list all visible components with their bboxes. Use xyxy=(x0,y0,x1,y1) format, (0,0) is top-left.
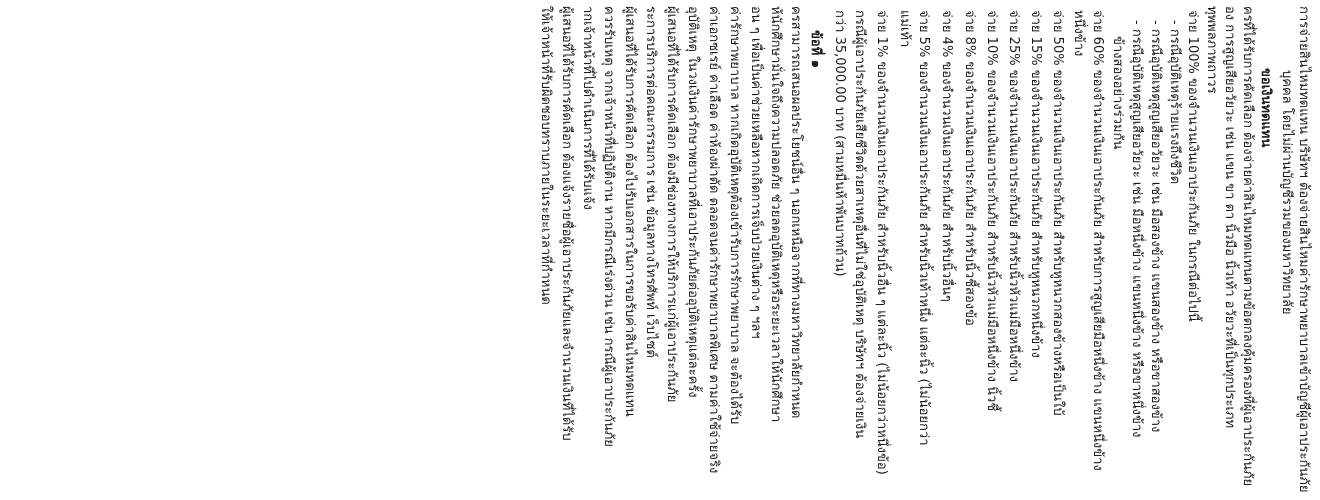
text-line: อง การสูญเสียอวัยวะ เช่น แขน ขา ตา นิ้วมือ นิ้วเท้า อวัยวะที่เป็นทุกประเภท xyxy=(1222,6,1237,429)
text-line: ผู้เสนอที่ได้รับการคัดเลือก ต้องไปรับเอกสารในการขอรับค่าสินไหมทดแทน xyxy=(622,6,637,417)
text-line: ข้างสองอย่างร่วมกัน xyxy=(1110,36,1125,150)
text-line: หนึ่งข้าง xyxy=(1071,10,1086,57)
text-line: ผู้เสนอที่ได้รับการคัดเลือก ต้องมีช่องทางการให้บริการแก่ผู้เอาประกันภัย xyxy=(664,6,679,403)
text-line: บุคคล โดยไม่ผ่านบัญชีรวมของมหาวิทยาลัย xyxy=(1279,70,1294,315)
text-line: ครสามารถเสนอผลประโยชน์อื่น ๆ นอกเหนือจากที่ทางมหาวิทยาลัยกำหนด xyxy=(788,6,803,419)
text-line: จ่าย 100% ของจำนวนเงินเอาประกันภัย ในกรณีต่อไปนี้ xyxy=(1185,10,1200,322)
text-line: ากเจ้าหน้าที่ไปดำเนินการที่ได้รับแจ้ง xyxy=(580,6,595,210)
text-line: ครที่ได้รับการคัดเลือก ต้องจ่ายค่าสินไหมทดแทนตามข้อตกลงคุ้มครองที่ผู้เอาประกันภัย xyxy=(1240,6,1255,487)
text-line: จ่าย 60% ของจำนวนเงินเอาประกันภัย สำหรับการสูญเสียมือหนึ่งข้าง แขนหนึ่งข้าง xyxy=(1090,10,1105,471)
text-line: จ่าย 25% ของจำนวนเงินเอาประกันภัย สำหรับนิ้วหัวแม่มือหนึ่งข้าง xyxy=(1006,10,1021,383)
text-line: กว่า 35,000.00 บาท (สามหมื่นห้าพันบาทถ้วน) xyxy=(832,10,847,277)
section-heading: ข้อที่ ๑ xyxy=(808,30,823,69)
text-line: ระการบริการต่อคณะกรรมการ เช่น ข้อมูลทางโทรศัพท์ เว็บไซต์ xyxy=(643,6,658,358)
text-line: - กรณีอุบัติเหตุร้ายแรงถึงชีวิต xyxy=(1167,20,1182,185)
text-line: จ่าย 10% ของจำนวนเงินเอาประกันภัย สำหรับนิ้วหัวแม่มือหนึ่งข้าง นิ้วชี้ xyxy=(984,10,999,412)
text-line: ค่าเอกซเรย์ ค่าเลือด ค่าห้องผ่าตัด ตลอดจนค่ารักษาพยาบาลพิเศษ ตามค่าใช้จ่ายจริง xyxy=(706,6,721,474)
text-line: แม่เท้า xyxy=(897,10,912,48)
text-line: ค่ารักษาพยาบาล หากเกิดอุบัติเหตุต้องเข้ารับการรักษาพยาบาล จะต้องได้รับ xyxy=(727,6,742,425)
text-line: จ่าย 50% ของจำนวนเงินเอาประกันภัย สำหรับหูหนวกสองข้างหรือเป็นใบ้ xyxy=(1050,10,1065,416)
text-line: การจ่ายสินไหมทดแทน บริษัทฯ ต้องจ่ายสินไหมค่ารักษาพยาบาลเข้าบัญชีผู้เอาประกันภัย xyxy=(1296,6,1311,493)
text-line: อุบัติเหตุ ในวงเงินค่ารักษาพยาบาลที่เอาประกันภัยต่ออุบัติเหตุแต่ละครั้ง xyxy=(685,6,700,398)
text-line: - กรณีอุบัติเหตุสูญเสียอวัยวะ เช่น มือหนึ่งข้าง แขนหนึ่งข้าง หรือขาหนึ่งข้าง xyxy=(1129,20,1144,438)
text-line: ผู้เสนอที่ได้รับการคัดเลือก ต้องแจ้งรายชื่อผู้เอาประกันภัยและจำนวนเงินที่ได้รับ xyxy=(559,6,574,441)
text-line: ห้นักศึกษามั่นใจถึงความปลอดภัย ช่วยลดอุบัติเหตุหรือระยะเวลาให้นักศึกษา xyxy=(768,6,783,423)
text-line: จ่าย 4% ของจำนวนเงินเอาประกันภัย สำหรับนิ้วอื่นๆ xyxy=(939,10,954,302)
text-line: จ่าย 15% ของจำนวนเงินเอาประกันภัย สำหรับหูหนวกหนึ่งข้าง xyxy=(1028,10,1043,358)
text-line: จ่าย 5% ของจำนวนเงินเอาประกันภัย สำหรับนิ้วเท้าหนึ่ง แต่ละนิ้ว (ไม่น้อยกว่า xyxy=(916,10,931,446)
text-line: จ่าย 8% ของจำนวนเงินเอาประกันภัย สำหรับนิ้วชี้สองข้อ xyxy=(962,10,977,326)
text-line: ควรรับเหตุ จากเจ้าหน้าที่ปฏิบัติงาน หากมีกรณีเร่งด่วน เช่น กรณีผู้เอาประกันภัย xyxy=(601,6,616,447)
text-line: จ่าย 1% ของจำนวนเงินเอาประกันภัย สำหรับนิ้วอื่น ๆ แต่ละนิ้ว (ไม่น้อยกว่าหนึ่งข้อ) xyxy=(874,10,889,475)
text-line: - กรณีอุบัติเหตุสูญเสียอวัยวะ เช่น มือสองข้าง แขนสองข้าง หรือขาสองข้าง xyxy=(1148,20,1163,433)
text-line: กรณีผู้เอาประกันภัยเสียชีวิตด้วยสาเหตุอื่นที่ไม่ใช่อุบัติเหตุ บริษัทฯ ต้องจ่ายเงิน xyxy=(852,10,867,439)
section-heading: ขอเงินทดแทน xyxy=(1258,68,1273,148)
text-line: ให้เจ้าหน้าที่รับผิดชอบทราบภายในระยะเวลาที่กำหนด xyxy=(538,6,553,305)
text-line: ทุพพลภาพถาวร xyxy=(1204,6,1219,94)
text-line: อน ๆ เพื่อเป็นค่าช่วยเหลือหากเกิดการเจ็บป่วยเงินต่าง ๆ ฯลฯ xyxy=(748,6,763,339)
